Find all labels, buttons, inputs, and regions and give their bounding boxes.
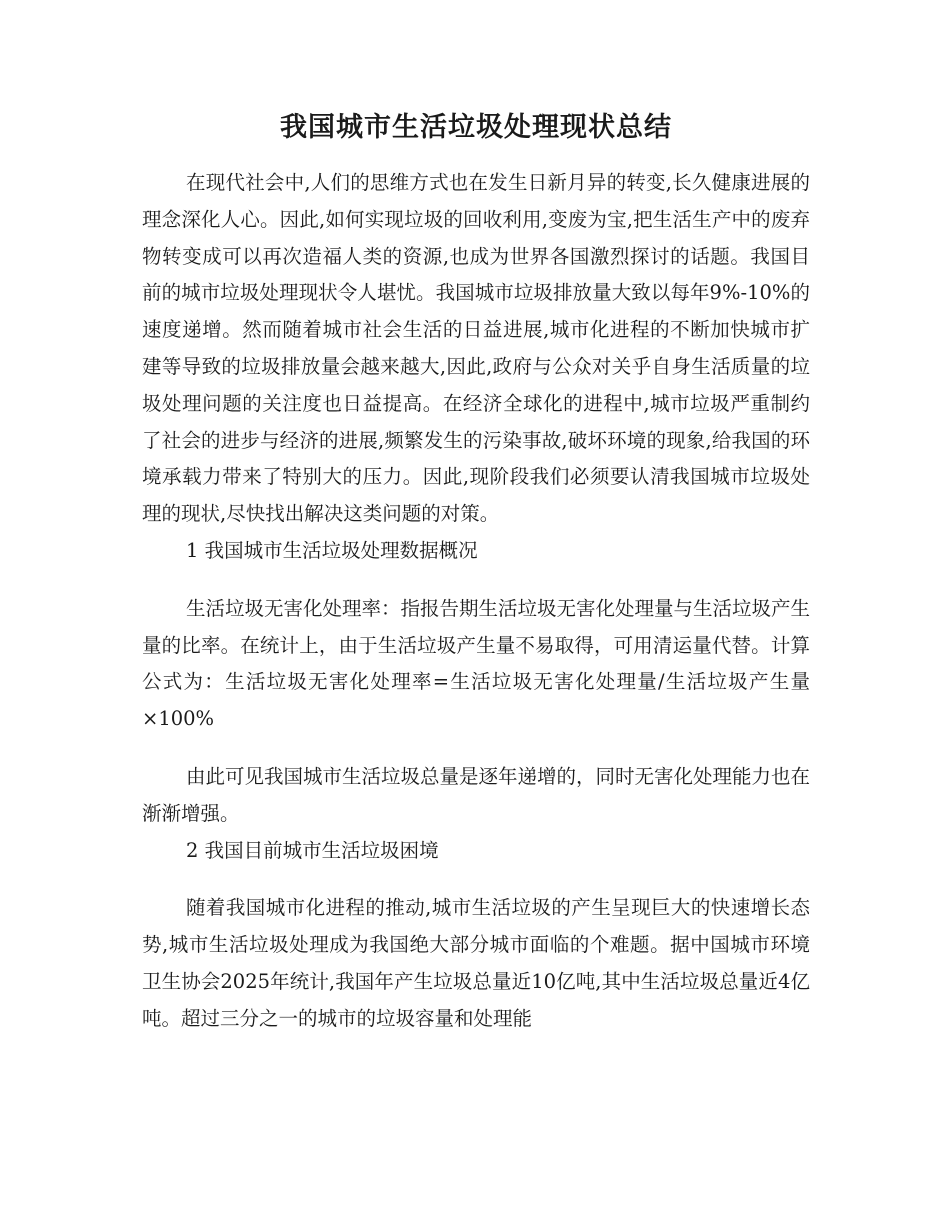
section-2-paragraph-1: 随着我国城市化进程的推动,城市生活垃圾的产生呈现巨大的快速增长态势,城市生活垃圾处理成为我国绝大部分城市面临的个难题。据中国城市环境卫生协会2025年统计,我国年产生垃圾总量近10亿吨,其中生活垃圾总量近4亿吨。超过三分之一的城市的垃圾容量和处理能 bbox=[142, 896, 810, 1030]
document-title: 我国城市生活垃圾处理现状总结 bbox=[280, 112, 672, 143]
section-1-paragraph-2: 由此可见我国城市生活垃圾总量是逐年递增的，同时无害化处理能力也在渐渐增强。 bbox=[142, 764, 811, 825]
section-1-heading: 1 我国城市生活垃圾处理数据概况 bbox=[186, 538, 478, 562]
intro-paragraph: 在现代社会中,人们的思维方式也在发生日新月异的转变,长久健康进展的理念深化人心。因此,如何实现垃圾的回收利用,变废为宝,把生活生产中的废弃物转变成可以再次造福人类的资源,也成为世界各国激烈探讨的话题。我国目前的城市垃圾处理现状令人堪忧。我国城市垃圾排放量大致以每年9%-10%的速度递增。然而随着城市社会生活的日益进展,城市化进程的不断加快城市扩建等导致的垃圾排放量会越来越大,因此,政府与公众对关乎自身生活质量的垃圾处理问题的关注度也日益提高。在经济全球化的进程中,城市垃圾严重制约了社会的进步与经济的进展,频繁发生的污染事故,破坏环境的现象,给我国的环境承载力带来了特别大的压力。因此,现阶段我们必须要认清我国城市垃圾处理的现状,尽快找出解决这类问题的对策。 bbox=[142, 171, 810, 526]
document-page bbox=[142, 108, 810, 1038]
section-2-heading: 2 我国目前城市生活垃圾困境 bbox=[186, 838, 439, 862]
section-1-paragraph-1: 生活垃圾无害化处理率：指报告期生活垃圾无害化处理量与生活垃圾产生量的比率。在统计上，由于生活垃圾产生量不易取得，可用清运量代替。计算公式为：生活垃圾无害化处理率=生活垃圾无害化处理量/生活垃圾产生量×100% bbox=[142, 596, 811, 731]
